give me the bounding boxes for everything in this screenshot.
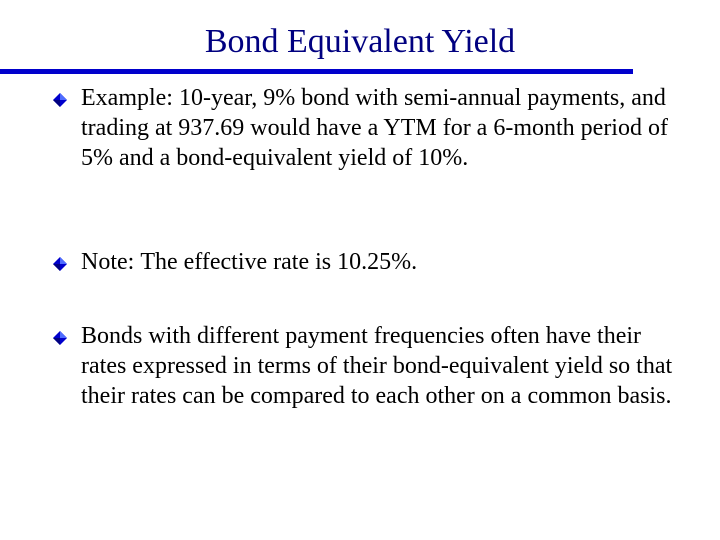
bullet-body: Bonds with different payment frequencies often have their rates expressed in terms of their bond-equivalent yield so that their rates can be compared to each other on a common basis. (81, 323, 673, 409)
bullet-body: The effective rate is 10.25%. (140, 249, 418, 275)
bullet-text (81, 321, 691, 411)
bullet-label: Example: (81, 85, 173, 111)
diamond-bullet-icon (52, 256, 68, 272)
bullet-label: Note: (81, 249, 135, 275)
diamond-bullet-icon (52, 92, 68, 108)
title-underline (0, 69, 633, 74)
bullet-text (81, 247, 691, 277)
slide-title: Bond Equivalent Yield (204, 23, 516, 60)
bullet-body: 10-year, 9% bond with semi-annual payments, and trading at 937.69 would have a YTM for a 6-month period of 5% and a bond-equivalent yield of 10%. (81, 85, 668, 171)
diamond-bullet-icon (52, 330, 68, 346)
bullet-text (81, 83, 691, 173)
